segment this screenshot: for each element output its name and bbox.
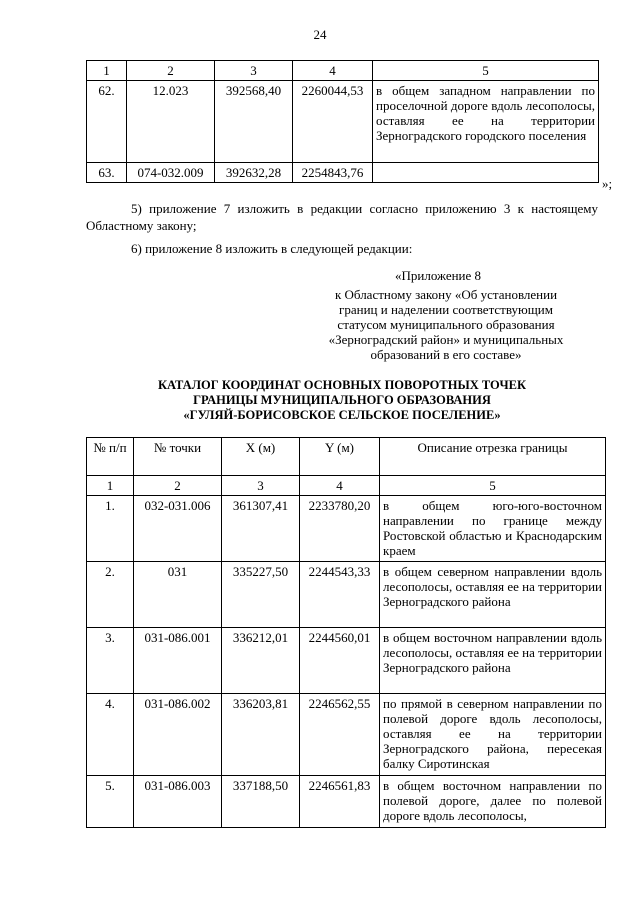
catalog-title <box>86 378 598 423</box>
segment-description: в общем восточном направлении вдоль лесополосы, оставляя ее на территории Зерноградского района <box>380 628 606 694</box>
x-coordinate: 335227,50 <box>222 562 300 628</box>
header-x: X (м) <box>222 438 300 476</box>
y-coordinate: 2246562,55 <box>300 694 380 776</box>
column-number: 5 <box>380 476 606 496</box>
column-number: 4 <box>300 476 380 496</box>
table-number-row <box>87 476 606 496</box>
x-coordinate: 336212,01 <box>222 628 300 694</box>
catalog-title-line: ГРАНИЦЫ МУНИЦИПАЛЬНОГО ОБРАЗОВАНИЯ <box>193 393 491 407</box>
y-coordinate: 2254843,76 <box>293 163 373 183</box>
point-id: 032-031.006 <box>134 496 222 562</box>
row-index: 62. <box>87 81 127 163</box>
column-number: 1 <box>87 476 134 496</box>
annex-title: «Приложение 8 <box>395 268 482 283</box>
catalog-title-line: «ГУЛЯЙ-БОРИСОВСКОЕ СЕЛЬСКОЕ ПОСЕЛЕНИЕ» <box>183 408 501 422</box>
annex-line: образований в его составе» <box>370 347 522 362</box>
y-coordinate: 2244560,01 <box>300 628 380 694</box>
column-number: 5 <box>373 61 599 81</box>
column-number: 2 <box>127 61 215 81</box>
table-row <box>87 163 599 183</box>
y-coordinate: 2260044,53 <box>293 81 373 163</box>
segment-description: в общем восточном направлении по полевой дороге, далее по полевой дороге вдоль лесополосы, <box>380 776 606 828</box>
closing-quote: »; <box>602 176 613 191</box>
row-index: 4. <box>87 694 134 776</box>
annex-line: «Зерноградский район» и муниципальных <box>328 332 564 347</box>
table-row <box>87 694 606 776</box>
segment-description: в общем северном направлении вдоль лесополосы, оставляя ее на территории Зерноградского района <box>380 562 606 628</box>
table-row <box>87 496 606 562</box>
annex-reference <box>306 287 586 362</box>
point-id: 074-032.009 <box>127 163 215 183</box>
column-number: 3 <box>215 61 293 81</box>
segment-description: в общем западном направлении по проселочной дороге вдоль лесополосы, оставляя ее на территории Зерноградского городского поселения <box>373 81 599 163</box>
table-row <box>87 81 599 163</box>
x-coordinate: 392632,28 <box>215 163 293 183</box>
annex-line: статусом муниципального образования <box>337 317 555 332</box>
y-coordinate: 2244543,33 <box>300 562 380 628</box>
row-index: 63. <box>87 163 127 183</box>
header-description: Описание отрезка границы <box>380 438 606 476</box>
point-id: 031 <box>134 562 222 628</box>
column-number: 4 <box>293 61 373 81</box>
page-number: 24 <box>313 27 327 42</box>
x-coordinate: 336203,81 <box>222 694 300 776</box>
header-point: № точки <box>134 438 222 476</box>
segment-description: по прямой в северном направлении по полевой дороге вдоль лесополосы, оставляя ее на территории Зерноградского района, пересекая балку Сиротинская <box>380 694 606 776</box>
coordinates-catalog-table <box>86 437 606 828</box>
x-coordinate: 337188,50 <box>222 776 300 828</box>
y-coordinate: 2246561,83 <box>300 776 380 828</box>
table-row <box>87 562 606 628</box>
catalog-title-line: КАТАЛОГ КООРДИНАТ ОСНОВНЫХ ПОВОРОТНЫХ ТОЧЕК <box>157 378 527 392</box>
coordinates-table-continued <box>86 60 599 183</box>
x-coordinate: 361307,41 <box>222 496 300 562</box>
row-index: 3. <box>87 628 134 694</box>
y-coordinate: 2233780,20 <box>300 496 380 562</box>
row-index: 5. <box>87 776 134 828</box>
row-index: 1. <box>87 496 134 562</box>
paragraph-6: 6) приложение 8 изложить в следующей редакции: <box>131 241 413 256</box>
annex-line: границ и наделении соответствующим <box>339 302 553 317</box>
header-index: № п/п <box>87 438 134 476</box>
x-coordinate: 392568,40 <box>215 81 293 163</box>
point-id: 031-086.003 <box>134 776 222 828</box>
point-id: 12.023 <box>127 81 215 163</box>
column-number: 3 <box>222 476 300 496</box>
column-number: 2 <box>134 476 222 496</box>
segment-description: в общем юго-юго-восточном направлении по границе между Ростовской областью и Краснодарским краем <box>380 496 606 562</box>
annex-line: к Областному закону «Об установлении <box>334 287 558 302</box>
point-id: 031-086.001 <box>134 628 222 694</box>
row-index: 2. <box>87 562 134 628</box>
table-row <box>87 776 606 828</box>
paragraph-5: 5) приложение 7 изложить в редакции согласно приложению 3 к настоящему Областному закону; <box>86 201 598 233</box>
table-number-row <box>87 61 599 81</box>
segment-description <box>373 163 599 183</box>
header-y: Y (м) <box>300 438 380 476</box>
table-header-row <box>87 438 606 476</box>
column-number: 1 <box>87 61 127 81</box>
point-id: 031-086.002 <box>134 694 222 776</box>
table-row <box>87 628 606 694</box>
